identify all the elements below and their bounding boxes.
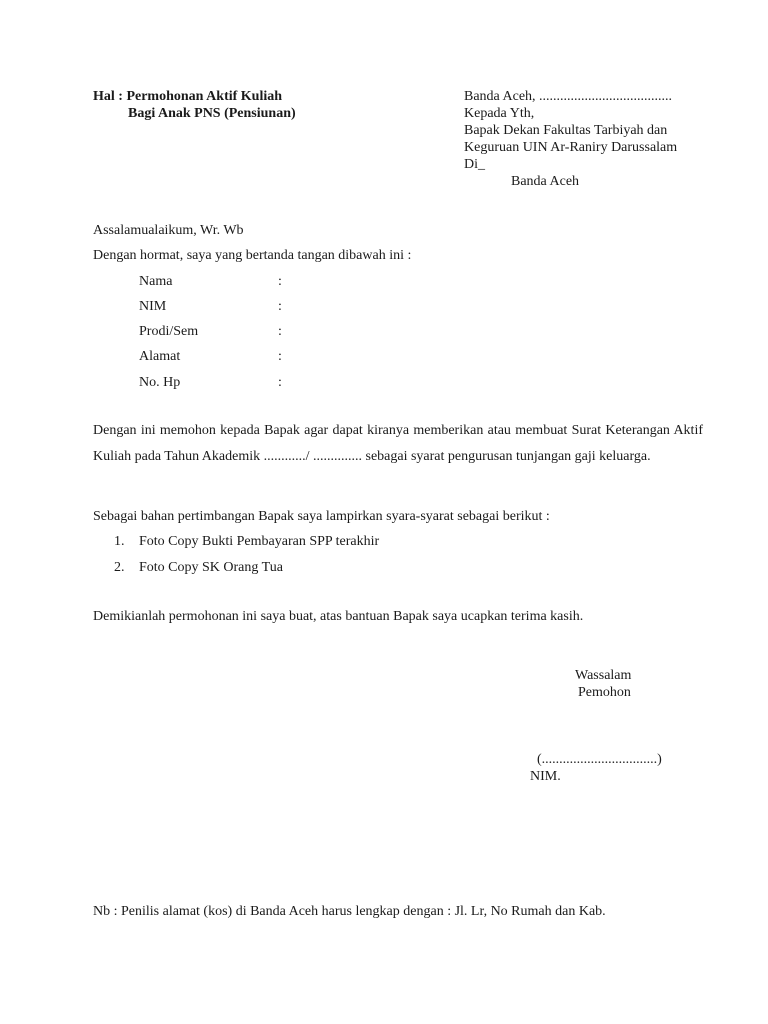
subject-label: Hal : bbox=[93, 89, 123, 104]
footnote: Nb : Penilis alamat (kos) di Banda Aceh harus lengkap dengan : Jl. Lr, No Rumah dan Kab. bbox=[93, 904, 606, 919]
field-colon-alamat: : bbox=[278, 349, 282, 364]
field-colon-nama: : bbox=[278, 274, 282, 289]
greeting-intro: Dengan hormat, saya yang bertanda tangan dibawah ini : bbox=[93, 248, 412, 263]
subject-line-1 bbox=[93, 88, 282, 105]
attachment-text-1: Foto Copy Bukti Pembayaran SPP terakhir bbox=[139, 534, 380, 549]
field-label-nama: Nama bbox=[139, 274, 173, 289]
place-date: Banda Aceh, ...................................... bbox=[464, 89, 673, 104]
signature-name-blank: (.................................) bbox=[537, 752, 662, 767]
attachment-number-2: 2. bbox=[114, 560, 125, 575]
field-label-nim: NIM bbox=[139, 299, 167, 314]
signature-nim: NIM. bbox=[530, 769, 561, 784]
recipient-kepada: Kepada Yth, bbox=[464, 106, 535, 121]
subject-text-1: Permohonan Aktif Kuliah bbox=[126, 89, 283, 104]
greeting-salam: Assalamualaikum, Wr. Wb bbox=[93, 223, 244, 238]
signature-wassalam: Wassalam bbox=[575, 668, 632, 683]
field-label-prodi: Prodi/Sem bbox=[139, 324, 199, 339]
recipient-line-1: Bapak Dekan Fakultas Tarbiyah dan bbox=[464, 123, 668, 138]
attachments-intro: Sebagai bahan pertimbangan Bapak saya lampirkan syara-syarat sebagai berikut : bbox=[93, 509, 550, 524]
field-colon-nim: : bbox=[278, 299, 282, 314]
signature-pemohon: Pemohon bbox=[578, 685, 631, 700]
subject-text-2: Bagi Anak PNS (Pensiunan) bbox=[128, 106, 296, 121]
recipient-di: Di_ bbox=[464, 157, 485, 172]
field-label-hp: No. Hp bbox=[139, 375, 181, 390]
request-paragraph: Dengan ini memohon kepada Bapak agar dapat kiranya memberikan atau membuat Surat Keterangan Aktif Kuliah pada Tahun Akademik ............/ .............. sebagai syarat pengurusan tunjangan gaji keluarga. bbox=[93, 423, 703, 464]
recipient-city: Banda Aceh bbox=[511, 174, 580, 189]
field-label-alamat: Alamat bbox=[139, 349, 181, 364]
recipient-line-2: Keguruan UIN Ar-Raniry Darussalam bbox=[464, 140, 678, 155]
attachment-text-2: Foto Copy SK Orang Tua bbox=[139, 560, 283, 575]
closing-sentence: Demikianlah permohonan ini saya buat, atas bantuan Bapak saya ucapkan terima kasih. bbox=[93, 609, 584, 624]
field-colon-prodi: : bbox=[278, 324, 282, 339]
attachment-number-1: 1. bbox=[114, 534, 125, 549]
field-colon-hp: : bbox=[278, 375, 282, 390]
